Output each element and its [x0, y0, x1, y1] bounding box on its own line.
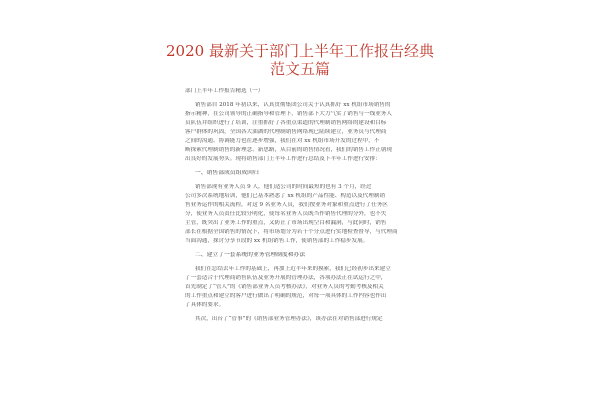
paragraph-line: 断探索代理制销售的新理念、新思路，从目前的销售情况看，我们的销售工作正朝现 — [185, 147, 392, 153]
paragraph-line: 部长在根据全国销售的情况下，将市场划分为若干个分点进行实地检查督导，与代理商 — [185, 229, 398, 235]
paragraph-line: 出良好的发展势头。现将销售部门上半年工作进行总结及下半年工作进行安排： — [185, 156, 381, 162]
paragraph-line: 当面沟通，探讨分享节段的 xx 机组销售工作，使销售部的工作稳步发展。 — [185, 238, 369, 244]
paragraph-line: 了具体的要求。 — [185, 302, 225, 308]
paragraph-line: 主管，既突出了业务工作的重点，又防止了市场出现空白和漏洞，与此同时，销售 — [185, 220, 387, 226]
paragraph-line: 我们在总结去年工作的基础上，再加上近半年来的摸索，我们已经初步出来建立 — [195, 266, 391, 272]
paragraph-line: 其次，出台了“管事”的《销售部业务管理办法》，该办法在对销售部进行规定 — [195, 316, 383, 322]
paragraph-line: 公司多次系统地培训，他们已基本熟悉了 xx 机组的产品性能、构造以及代理制销 — [185, 193, 386, 199]
document-title-line-1: 2020 最新关于部门上半年工作报告经典 — [166, 42, 434, 60]
paragraph-line: 指示精神，在公司领导的正确指导和管理下，销售部下大力气实了销售与一线业务人 — [185, 111, 392, 117]
paragraph-line: 销售部自 2018 年初以来，认真贯彻集团公司关于认真抓好 xx 机组市场销售的 — [195, 102, 391, 108]
paragraph-line: 的工作重点和建立的客户进行做出了明确的规范，对每一项具体的工作内容也作出 — [185, 293, 387, 299]
paragraph-line: 客户群体的巩固，全国各大油湖的代理制销售网络现已陆续建立，业务员与代理商 — [185, 129, 387, 135]
section-heading-2: 二、建立了一套系统的业务管理制度和办法 — [195, 252, 306, 258]
paragraph-line: 首先制定了“管人”的《销售部业务人员考核办法》，对业务人员的考勤考核及相关 — [185, 284, 384, 290]
paragraph-line: 之间的沟通、协调能力也在逐步增强，我们在对 xx 机组市场开发的过程中，不 — [185, 138, 380, 144]
paragraph-line: 了一套适合于代理商销售队伍及业务开展的管理办法，各项办法正在试运行之中， — [185, 275, 387, 281]
paragraph-line: 售业务运作的相关流程，对这 9 名业务人员，我们按业务对象和重点进行了任务区 — [185, 202, 388, 208]
document-subtitle: 部门上半年工作报告精选（一） — [185, 88, 264, 94]
section-heading-1: 一、销售部成员组成回归 — [195, 170, 259, 176]
paragraph-line: 员队伍并组织进行了培训，注重抓好了各重点渠道的代理制销售网络的建设和目标 — [185, 120, 387, 126]
paragraph-line: 分，使业务人员责任比较分明化，使每名业务人员既当作销售代理的分外，也不失 — [185, 211, 387, 217]
paragraph-line: 销售部现有业务人员 9 人，他们适公司的时间最短的也有 3 个月，经过 — [195, 184, 372, 190]
document-title-line-2: 范文五篇 — [269, 60, 330, 78]
